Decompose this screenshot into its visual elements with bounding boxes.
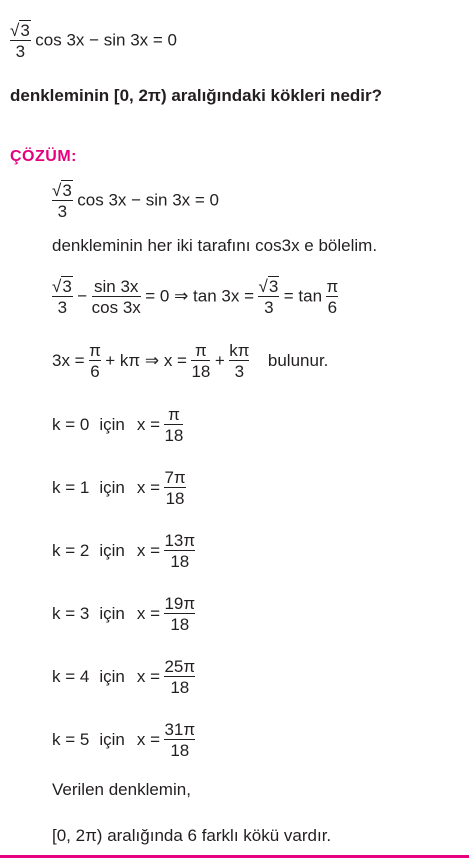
case-row: k = 2 için x = $\frac{13\pi}{18}$: [52, 531, 196, 571]
case-row: k = 4 için x = $\frac{25\pi}{18}$: [52, 657, 196, 697]
general-solution: 3x = $\frac{\pi}{6}$ + kπ ⇒ x = $\frac{\pi}{18}$ + $\frac{k\pi}{3}$ bulunur.: [52, 341, 329, 381]
problem-question: denkleminin [0, 2π) aralığındaki kökleri nedir?: [10, 86, 383, 105]
solution-heading: ÇÖZÜM:: [10, 148, 77, 165]
sqrt3-over-3: $\frac{√3}{3}$: [10, 21, 30, 61]
case-row: k = 5 için x = $\frac{31\pi}{18}$: [52, 720, 196, 760]
case-row: k = 1 için x = $\frac{7\pi}{18}$: [52, 468, 186, 508]
case-row: k = 3 için x = $\frac{19\pi}{18}$: [52, 594, 196, 634]
conclusion-line-1: Verilen denklemin,: [52, 780, 191, 799]
problem-equation: $\frac{√3}{3}$ cos 3x − sin 3x = 0: [10, 21, 178, 61]
case-row: k = 0 için x = $\frac{\pi}{18}$: [52, 405, 184, 445]
solution-equation: $\frac{√3}{3}$ cos 3x − sin 3x = 0: [52, 181, 220, 221]
sqrt3-over-3: $\frac{√3}{3}$: [52, 181, 72, 221]
divide-instruction: denkleminin her iki tarafını cos3x e bölelim.: [52, 236, 378, 255]
conclusion-line-2: [0, 2π) aralığında 6 farklı kökü vardır.: [52, 826, 332, 845]
tan-equation: $\frac{√3}{3}$ − $\frac{\sin 3x}{\cos 3x}$ = 0 ⇒ tan 3x = $\frac{√3}{3}$ = tan $\frac{\pi}{6}$: [52, 276, 339, 317]
